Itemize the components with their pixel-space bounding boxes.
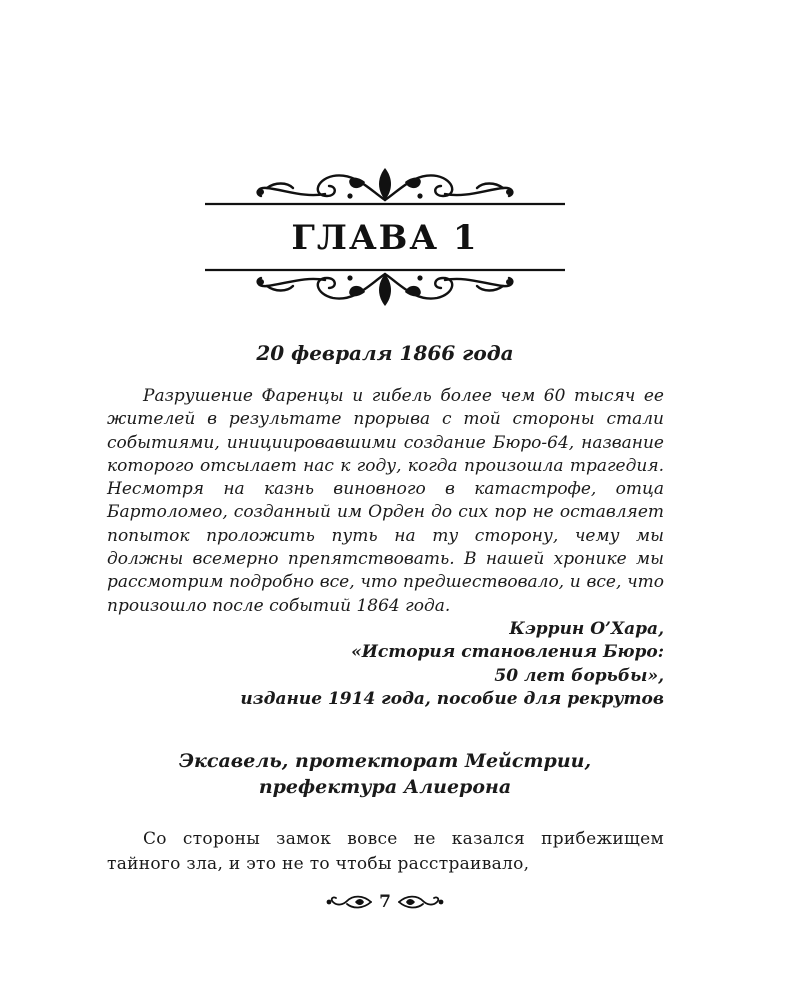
chapter-title: ГЛАВА 1 [291,218,479,258]
footer-flourish-left-icon [325,893,373,911]
attribution-author: Кэррин О’Хара, [509,619,664,639]
footer-flourish-right-icon [397,893,445,911]
page-footer [0,890,770,914]
body-paragraph: Со стороны замок вовсе не казался прибежищем тайного зла, и это не то чтобы расстраивало, [107,829,664,874]
place-heading [0,748,770,800]
page-number: 7 [379,892,391,912]
place-heading-line-2: префектура Алиерона [258,776,512,798]
epigraph-attribution [107,618,664,711]
attribution-edition: издание 1914 года, пособие для рекрутов [240,688,664,709]
place-heading-line-1: Эксавель, протекторат Мейстрии, [178,750,592,772]
epigraph-text: Разрушение Фаренцы и гибель более чем 60 тысяч ее жителей в результате прорыва с той стороны стали событиями, инициировавшими создание Бюро-64, название которого отсылает нас к году, когда произошла трагедия. Несмотря на казнь виновного в катастрофе, отца Бартоломео, созданный им Орден до сих пор не оставляет попыток проложить путь на ту сторону, чему мы должны всемерно препятствовать. В нашей хронике мы рассмотрим подробно все, что предшествовало, и все, что произошло после событий 1864 года. [107,386,664,616]
date-heading: 20 февраля 1866 года [256,341,514,365]
chapter-ornament-bottom-icon [205,262,565,310]
attribution-book-subtitle: 50 лет борьбы», [494,665,664,686]
chapter-ornament-top-icon [205,164,565,212]
attribution-book-title: «История становления Бюро: [351,642,664,663]
